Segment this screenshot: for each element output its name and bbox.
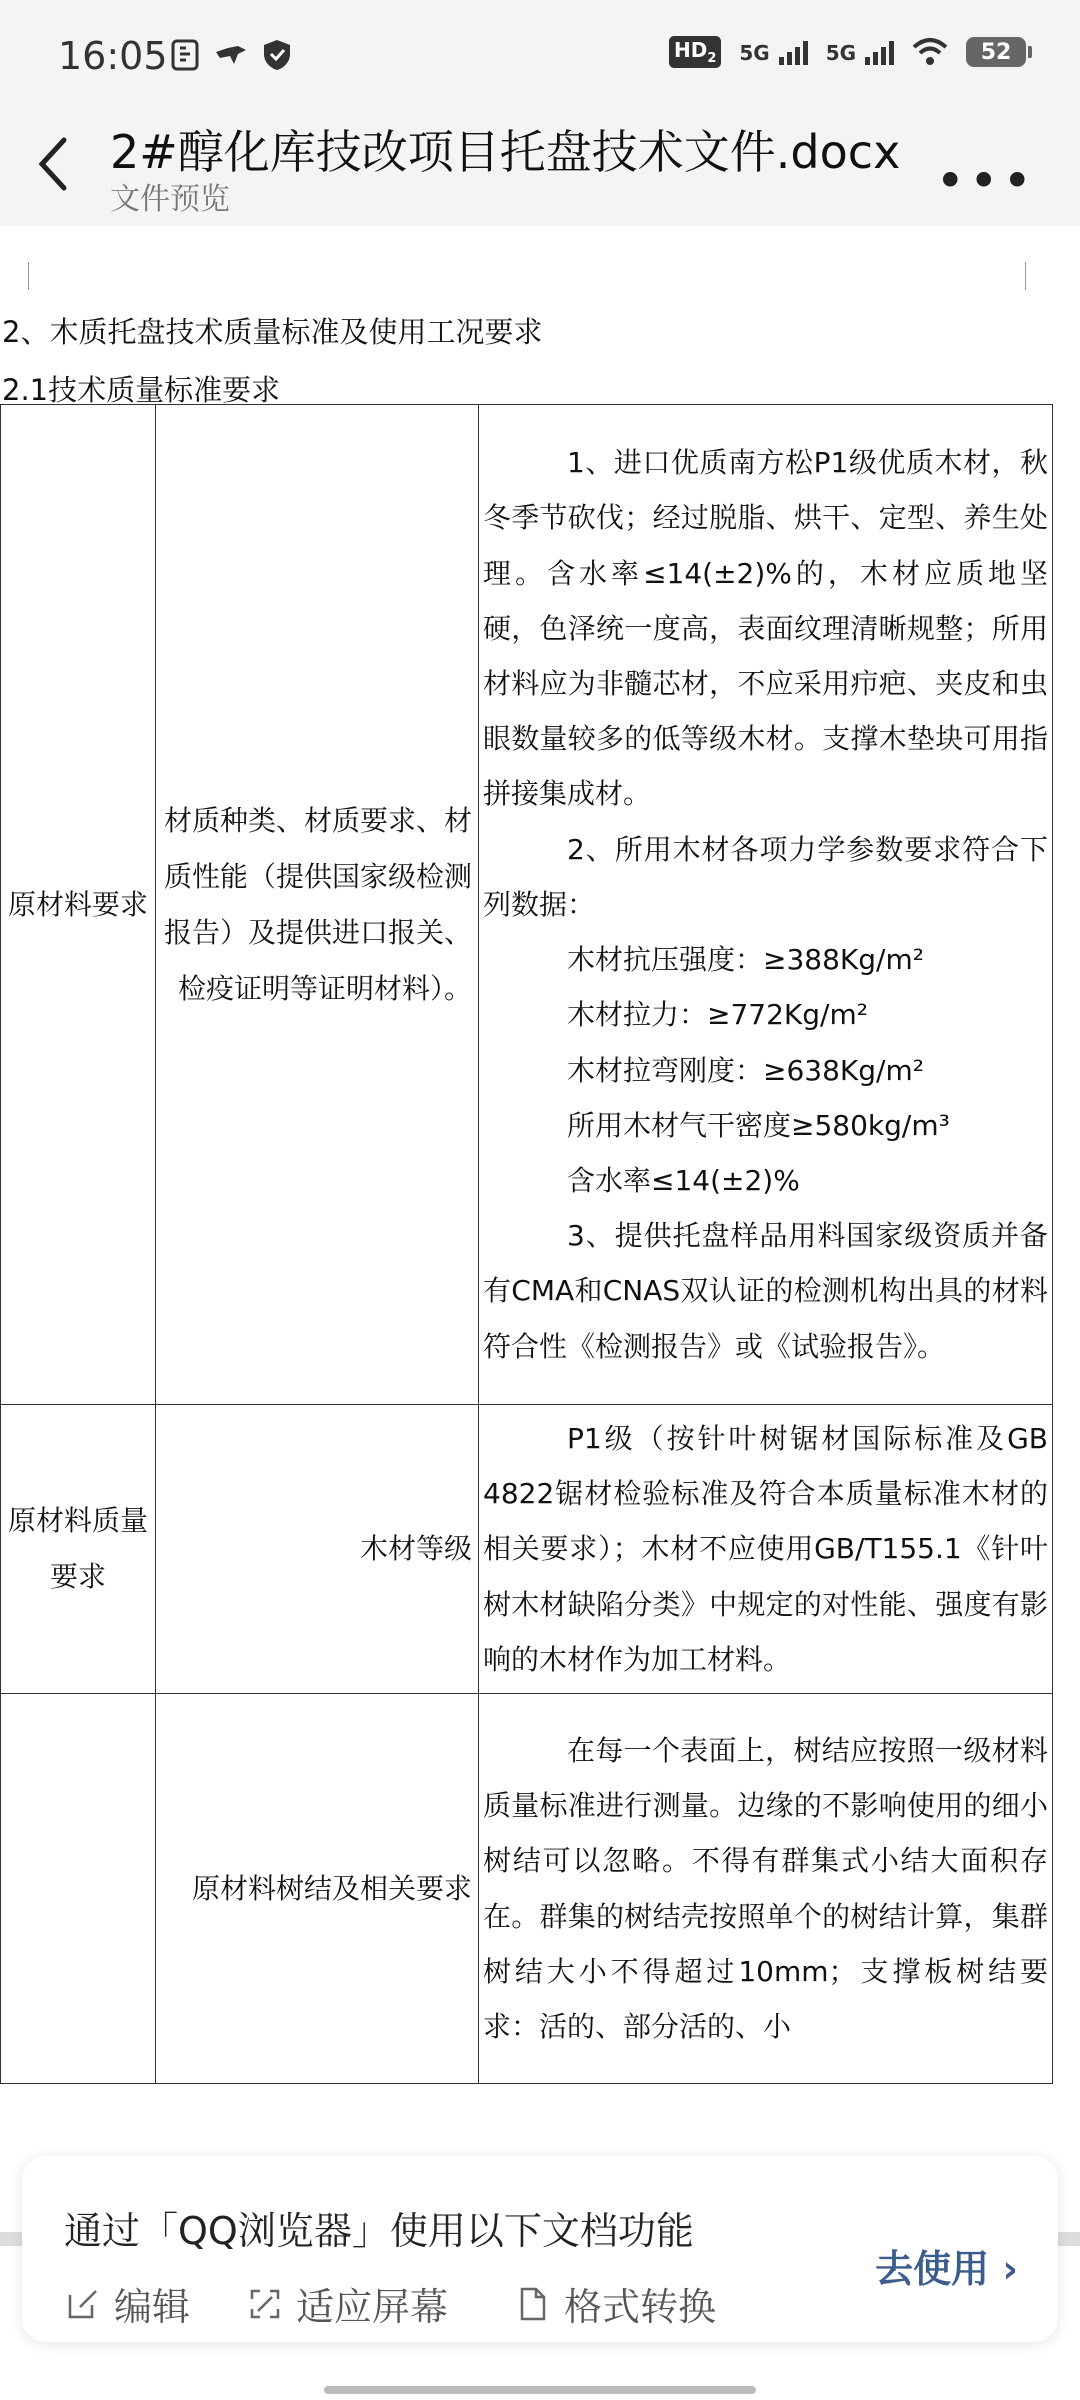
signal-bars-icon [779,39,808,65]
document-preview[interactable] [0,226,1080,2126]
table-row [1,405,1053,1405]
table-cell-item: 材质种类、材质要求、材质性能（提供国家级检测报告）及提供进口报关、检疫证明等证明材料）。 [156,405,479,1405]
table-cell-category [1,1694,156,2084]
signal-5g-2: 5G [826,39,894,65]
wifi-icon [912,37,948,67]
edit-label: 编辑 [114,2285,191,2329]
sim-card-icon [168,38,202,72]
page-corner-mark [1025,262,1054,290]
table-cell-category: 原材料质量要求 [1,1405,156,1694]
signal-bars-icon [865,39,894,65]
qq-browser-promo-card[interactable] [22,2156,1058,2342]
status-bar [0,0,1080,110]
subsection-heading: 2.1技术质量标准要求 [2,373,281,407]
back-arrow-icon[interactable] [34,134,74,194]
document-title: 2#醇化库技改项目托盘技术文件.docx [110,125,901,179]
promo-title: 通过「QQ浏览器」使用以下文档功能 [64,2209,694,2253]
home-indicator[interactable] [324,2386,756,2394]
table-row [1,1694,1053,2084]
fit-screen-label: 适应屏幕 [296,2285,449,2329]
hd-indicator: $HD_2$ [669,36,721,68]
table-cell-requirement: 在每一个表面上，树结应按照一级材料质量标准进行测量。边缘的不影响使用的细小树结可以忽略。不得有群集式小结大面积存在。群集的树结壳按照单个的树结计算，集群树结大小不得超过10mm；支撑板树结要求：活的、部分活的、小 [479,1694,1053,2084]
table-row [1,1405,1053,1694]
divider [1058,2232,1080,2246]
spec-table [0,404,1077,2084]
page-corner-mark [0,262,29,290]
battery-indicator: 52 [966,37,1026,67]
fit-screen-feature[interactable] [248,2276,448,2331]
status-time: 16:05 [58,34,168,78]
section-heading: 2、木质托盘技术质量标准及使用工况要求 [2,315,543,349]
status-indicators [669,36,1026,68]
go-use-button[interactable]: 去使用 › [875,2247,1018,2291]
format-convert-label: 格式转换 [564,2285,717,2329]
more-options-icon[interactable]: ••• [935,152,1036,210]
table-cell-requirement: P1级（按针叶树锯材国际标准及GB 4822锯材检验标准及符合本质量标准木材的相关要求）；木材不应使用GB/T155.1《针叶树木材缺陷分类》中规定的对性能、强度有影响的木材作为加工材料。 [479,1405,1053,1694]
table-cell-category: 原材料要求 [1,405,156,1405]
page-subtitle: 文件预览 [110,182,230,217]
divider [0,2232,22,2246]
document-icon [516,2287,550,2321]
bird-icon [214,38,248,72]
app-header [0,110,1080,226]
edit-icon [66,2287,100,2321]
fit-screen-icon [248,2287,282,2321]
table-cell-item: 木材等级 [156,1405,479,1694]
table-cell-requirement: 1、进口优质南方松P1级优质木材，秋冬季节砍伐；经过脱脂、烘干、定型、养生处理。含水率≤14(±2)%的，木材应质地坚硬，色泽统一度高，表面纹理清晰规整；所用材料应为非髓芯材，不应采用疖疤、夹皮和虫眼数量较多的低等级木材。支撑木垫块可用指拼接集成材。 2、所用木材各项力学参数要求符合下列数据： 木材抗压强度：≥388Kg/m² 木材拉力：≥772Kg/m² 木材拉弯刚度：≥638Kg/m² 所用木材气干密度≥580kg/m³ 含水率≤14(±2)% 3、提供托盘样品用料国家级资质并备有CMA和CNAS双认证的检测机构出具的材料符合性《检测报告》或《试验报告》。 [479,405,1053,1405]
edit-feature[interactable] [66,2276,190,2331]
format-convert-feature[interactable] [516,2276,716,2331]
table-cell-item: 原材料树结及相关要求 [156,1694,479,2084]
signal-5g-1: 5G [739,39,807,65]
shield-icon [260,38,294,72]
